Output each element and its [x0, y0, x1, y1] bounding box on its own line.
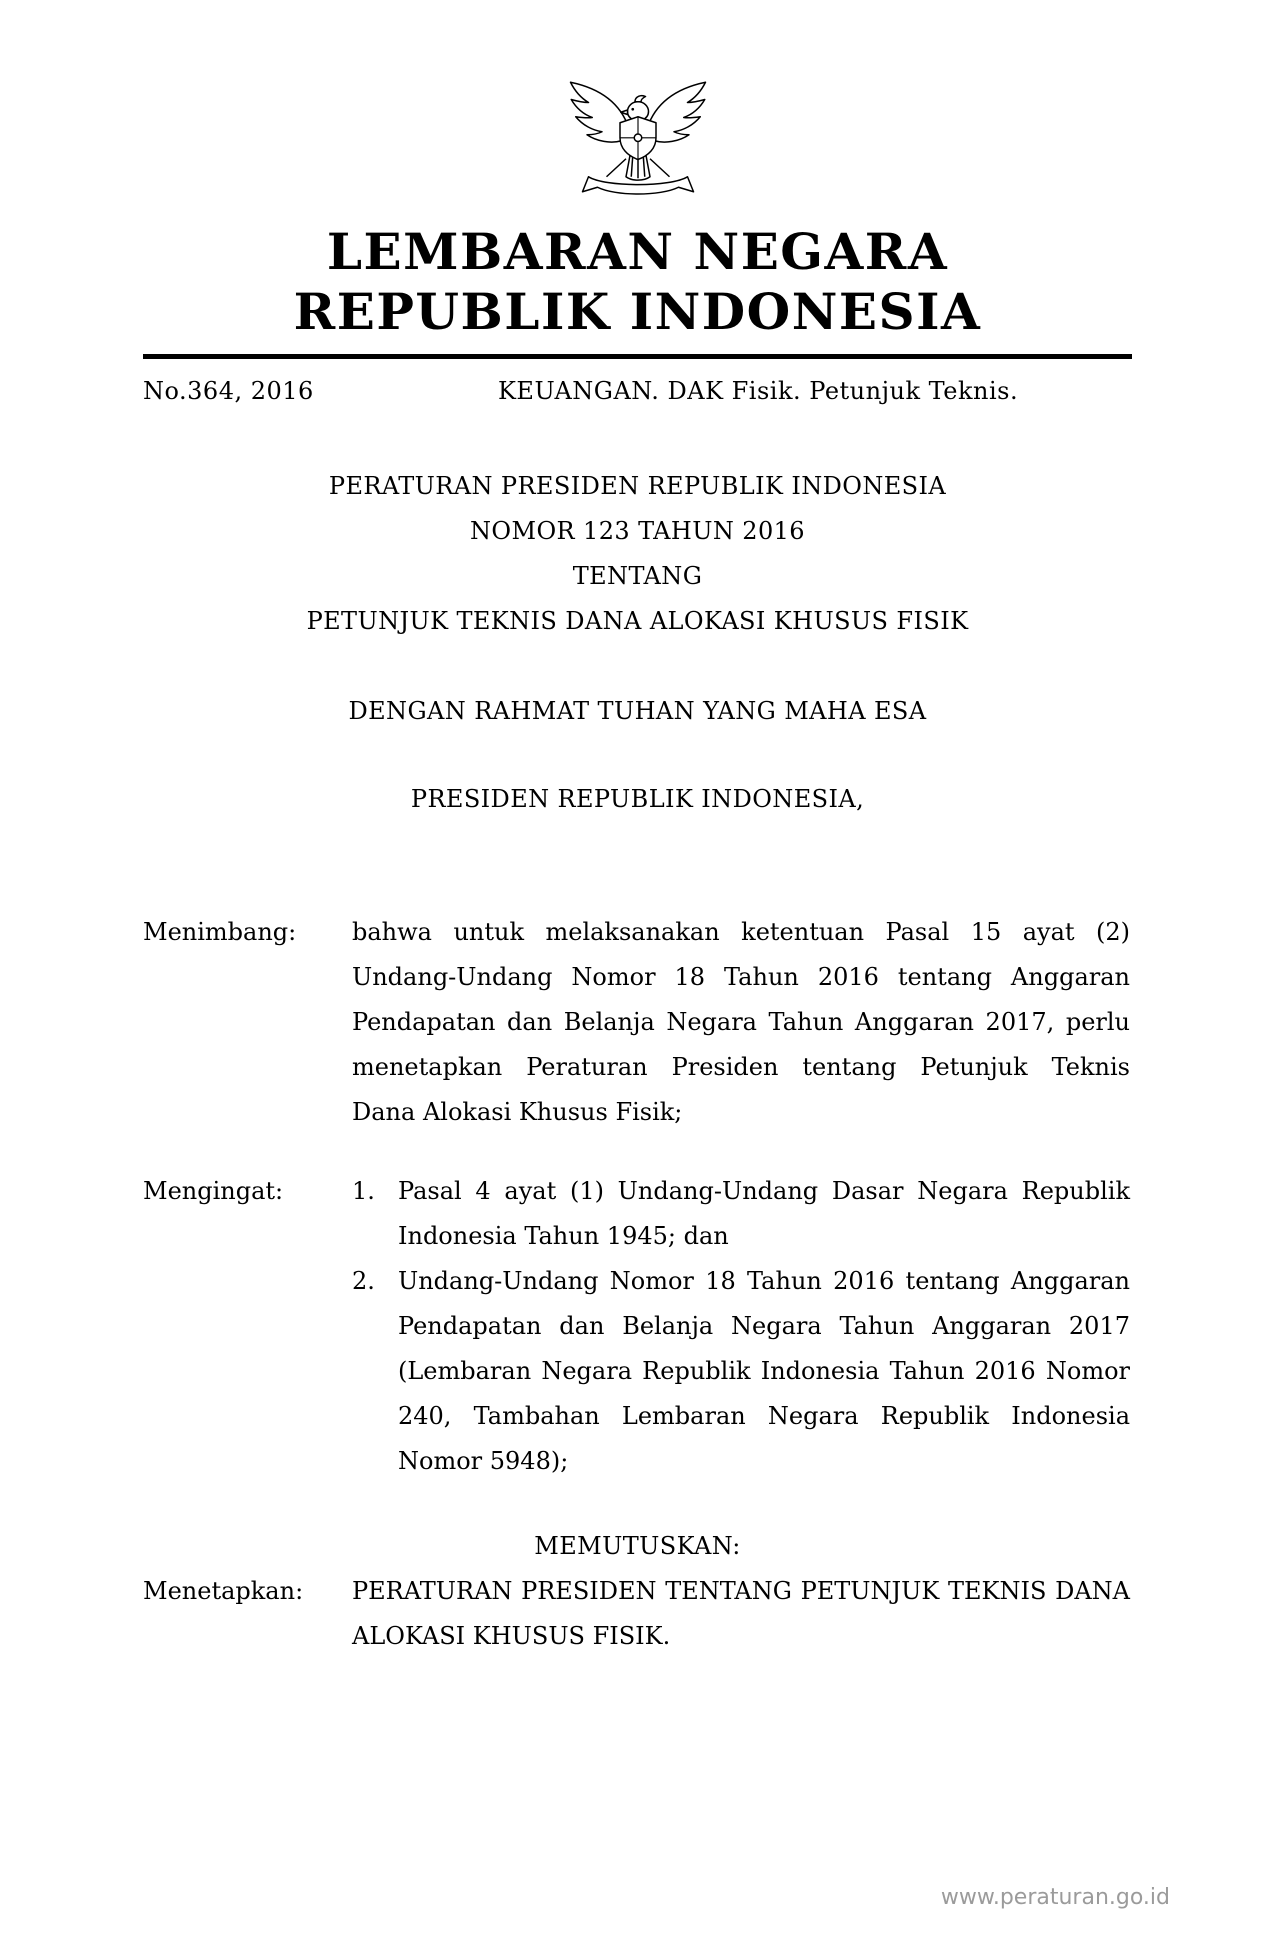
regulation-title-block [143, 464, 1132, 644]
footer-website: www.peraturan.go.id [940, 1885, 1170, 1910]
section-menimbang [143, 910, 1132, 1135]
section-menetapkan-label: Menetapkan: [143, 1577, 304, 1605]
memutuskan-heading: MEMUTUSKAN: [534, 1532, 741, 1560]
masthead-title-line1: LEMBARAN NEGARA [326, 222, 949, 281]
garuda-emblem-graphic [563, 54, 713, 214]
text-line: Pendapatan dan Belanja Negara Tahun Anggaran 2017, perlu [352, 1008, 1130, 1036]
item-number: 1. [352, 1177, 375, 1205]
item-number: 2. [352, 1267, 375, 1295]
regulation-title-line4: PETUNJUK TEKNIS DANA ALOKASI KHUSUS FISIK [306, 607, 969, 635]
masthead [143, 222, 1132, 342]
gazette-header-row [143, 369, 1132, 414]
text-line: Pasal 4 ayat (1) Undang-Undang Dasar Negara Republik [398, 1177, 1130, 1205]
legal-basis-item-1 [352, 1169, 1130, 1259]
text-line: PERATURAN PRESIDEN TENTANG PETUNJUK TEKNIS DANA [352, 1577, 1130, 1605]
text-line: ALOKASI KHUSUS FISIK. [352, 1622, 671, 1650]
section-menetapkan [143, 1569, 1132, 1659]
text-line: Undang-Undang Nomor 18 Tahun 2016 tentang Anggaran [398, 1267, 1130, 1295]
section-mengingat-body [352, 1169, 1130, 1484]
section-menimbang-label: Menimbang: [143, 918, 297, 946]
text-line: (Lembaran Negara Republik Indonesia Tahun 2016 Nomor [398, 1357, 1130, 1385]
masthead-title-line2: REPUBLIK INDONESIA [293, 282, 982, 341]
section-menetapkan-body [352, 1569, 1130, 1659]
text-line: 240, Tambahan Lembaran Negara Republik Indonesia [398, 1402, 1130, 1430]
authority-line: PRESIDEN REPUBLIK INDONESIA, [410, 785, 865, 813]
masthead-divider [143, 354, 1132, 359]
invocation-line: DENGAN RAHMAT TUHAN YANG MAHA ESA [348, 697, 927, 725]
regulation-title-line2: NOMOR 123 TAHUN 2016 [470, 517, 805, 545]
item-text [398, 1259, 1130, 1484]
text-line: Indonesia Tahun 1945; dan [398, 1222, 729, 1250]
legal-basis-item-2 [352, 1259, 1130, 1484]
text-line: Undang-Undang Nomor 18 Tahun 2016 tentang Anggaran [352, 963, 1130, 991]
gazette-number: No.364, 2016 [143, 377, 314, 405]
section-mengingat [143, 1169, 1132, 1484]
gazette-subject: KEUANGAN. DAK Fisik. Petunjuk Teknis. [498, 377, 1019, 405]
regulation-title-line1: PERATURAN PRESIDEN REPUBLIK INDONESIA [328, 472, 947, 500]
text-line: Nomor 5948); [398, 1447, 569, 1475]
text-line: bahwa untuk melaksanakan ketentuan Pasal 15 ayat (2) [352, 918, 1130, 946]
text-line: menetapkan Peraturan Presiden tentang Petunjuk Teknis [352, 1053, 1130, 1081]
item-text [398, 1169, 1130, 1259]
section-menimbang-body [352, 910, 1130, 1135]
regulation-title-line3: TENTANG [572, 562, 703, 590]
section-mengingat-label: Mengingat: [143, 1177, 284, 1205]
text-line: Dana Alokasi Khusus Fisik; [352, 1098, 683, 1126]
garuda-pancasila-emblem-icon [143, 0, 1132, 214]
text-line: Pendapatan dan Belanja Negara Tahun Anggaran 2017 [398, 1312, 1130, 1340]
